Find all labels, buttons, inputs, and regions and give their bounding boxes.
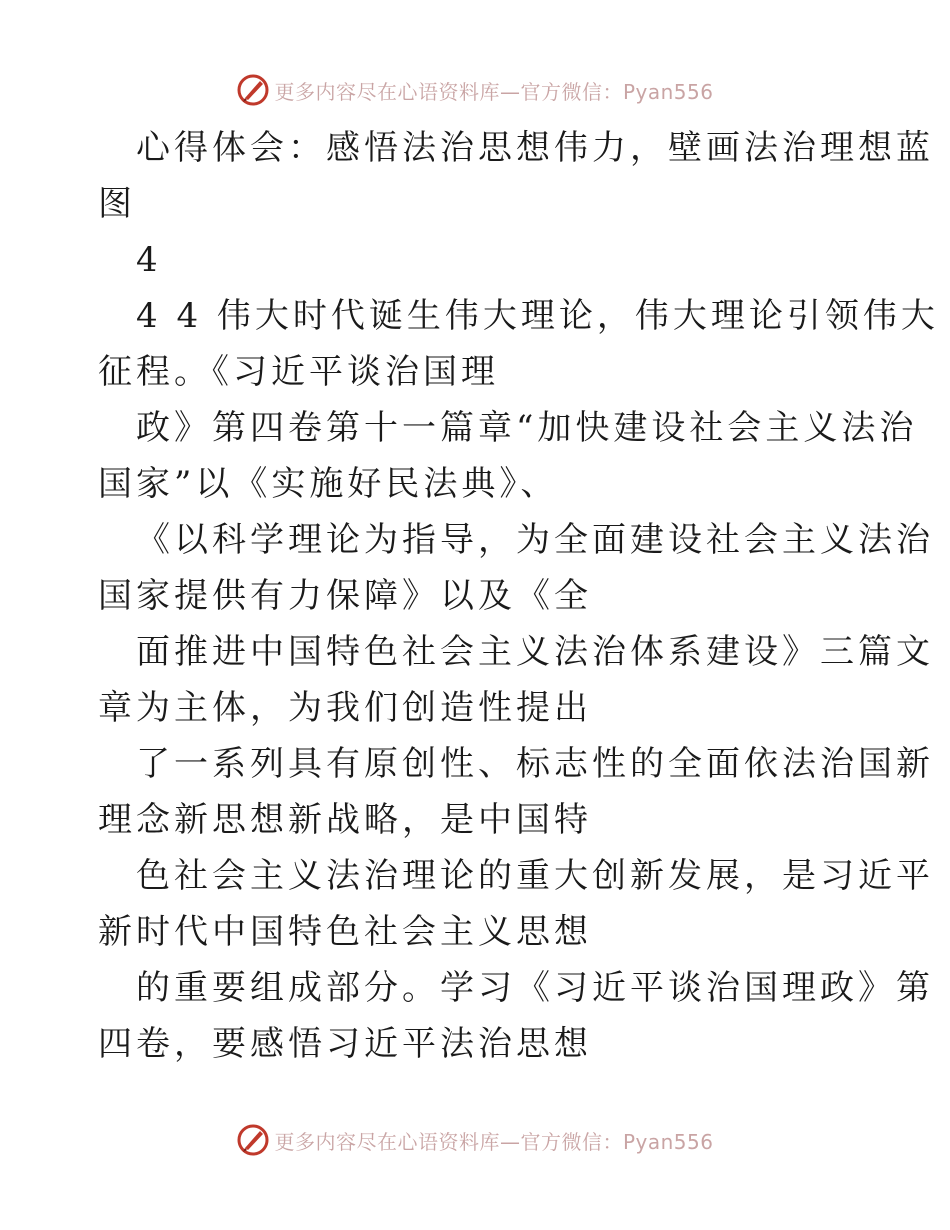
text-line: 面推进中国特色社会主义法治体系建设》三篇文 bbox=[136, 632, 934, 672]
text-line: 的重要组成部分。学习《习近平谈治国理政》第 bbox=[136, 968, 934, 1008]
text-line: 征程。《习近平谈治国理 bbox=[98, 352, 499, 392]
text-line: 国家”以《实施好民法典》、 bbox=[98, 464, 559, 504]
footer-watermark bbox=[0, 1120, 950, 1160]
text-line: 了一系列具有原创性、标志性的全面依法治国新 bbox=[136, 744, 934, 784]
watermark-text: 更多内容尽在心语资料库—官方微信：Pyan556 bbox=[274, 79, 714, 104]
quill-pen-logo-icon bbox=[236, 73, 270, 107]
text-line: 图 bbox=[98, 184, 136, 224]
text-line: 章为主体，为我们创造性提出 bbox=[98, 688, 592, 728]
document-body bbox=[98, 120, 939, 1072]
text-line: 《以科学理论为指导，为全面建设社会主义法治 bbox=[136, 520, 934, 560]
text-line: 心得体会：感悟法治思想伟力，壁画法治理想蓝 bbox=[136, 128, 934, 168]
text-line: 政》第四卷第十一篇章“加快建设社会主义法治 bbox=[136, 408, 918, 448]
text-line: 新时代中国特色社会主义思想 bbox=[98, 912, 592, 952]
watermark-text: 更多内容尽在心语资料库—官方微信：Pyan556 bbox=[274, 1129, 714, 1154]
text-line: 4 4 伟大时代诞生伟大理论，伟大理论引领伟大 bbox=[136, 296, 939, 336]
text-line: 4 bbox=[136, 240, 162, 280]
quill-pen-logo-icon bbox=[236, 1123, 270, 1157]
text-line: 色社会主义法治理论的重大创新发展，是习近平 bbox=[136, 856, 934, 896]
text-line: 国家提供有力保障》以及《全 bbox=[98, 576, 592, 616]
text-line: 四卷，要感悟习近平法治思想 bbox=[98, 1024, 592, 1064]
header-watermark bbox=[0, 70, 950, 110]
text-line: 理念新思想新战略，是中国特 bbox=[98, 800, 592, 840]
